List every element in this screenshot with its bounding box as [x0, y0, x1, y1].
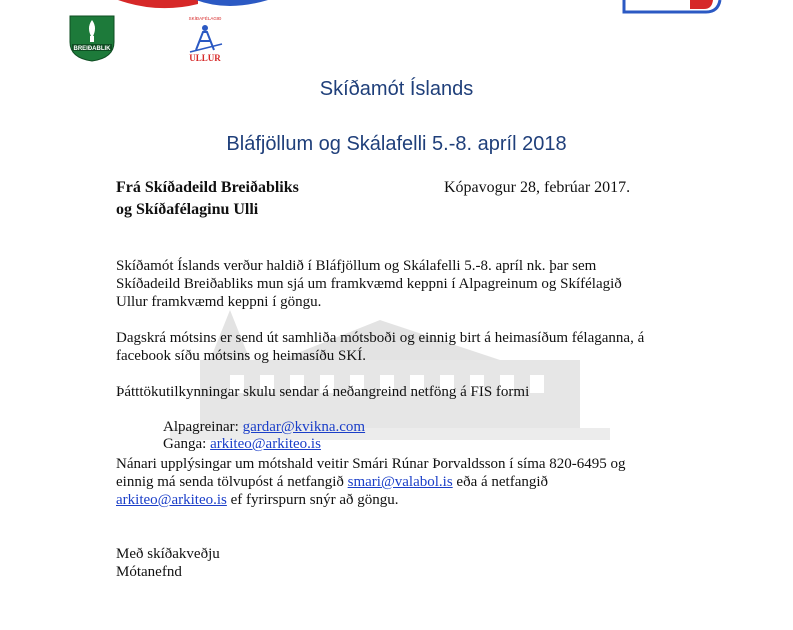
breidablik-logo-text: BREIÐABLIK: [73, 46, 111, 52]
alpine-email-link[interactable]: gardar@kvikna.com: [242, 419, 366, 435]
paragraph-line: Skíðamót Íslands verður haldið í Bláfjöllum og Skálafelli 5.-8. apríl nk. þar sem: [116, 258, 597, 274]
arkiteo-email-link[interactable]: arkiteo@arkiteo.is: [116, 492, 227, 508]
closing-block: [116, 545, 220, 581]
paragraph-line: [116, 473, 676, 491]
contact-ganga-label: Ganga:: [163, 436, 211, 452]
paragraph-announcement: [116, 257, 676, 311]
paragraph-line: [116, 491, 676, 509]
sender-block: [116, 177, 299, 221]
breidablik-logo: [66, 12, 118, 62]
smari-email-link[interactable]: smari@valabol.is: [347, 474, 453, 490]
document-title: Skíðamót Íslands: [319, 78, 474, 100]
sender-line-1: Frá Skíðadeild Breiðabliks: [116, 179, 299, 196]
paragraph-line: Nánari upplýsingar um mótshald veitir Smári Rúnar Þorvaldsson í síma 820-6495 og: [116, 456, 626, 472]
paragraph-line: Ullur framkvæmd keppni í göngu.: [116, 294, 322, 310]
contact-alpine: [163, 419, 365, 436]
document-subtitle: Bláfjöllum og Skálafelli 5.-8. apríl 2018: [226, 133, 567, 155]
paragraph-line: facebook síðu mótsins og heimasíðu SKÍ.: [116, 348, 366, 364]
sender-line-2: og Skíðafélaginu Ulli: [116, 201, 259, 218]
paragraph-line: Skíðadeild Breiðabliks mun sjá um framkvæmd keppni í Alpagreinum og Skífélagið: [116, 276, 622, 292]
contact-alpine-label: Alpagreinar:: [163, 419, 243, 435]
paragraph-text: einnig má senda tölvupóst á netfangið: [116, 474, 348, 490]
header-swoosh-graphic: [118, 0, 268, 14]
ullur-logo-text: ULLUR: [189, 53, 221, 63]
letter-date: Kópavogur 28, febrúar 2017.: [444, 179, 631, 196]
contact-list: [163, 419, 365, 453]
paragraph-line: Dagskrá mótsins er send út samhliða mótsboði og einnig birt á heimasíðum félaganna, á: [116, 330, 645, 346]
paragraph-text: eða á netfangið: [452, 474, 549, 490]
paragraph-text: ef fyrirspurn snýr að göngu.: [226, 492, 399, 508]
closing-signature: Mótanefnd: [116, 564, 182, 580]
contact-ganga: [163, 436, 365, 453]
ganga-email-link[interactable]: arkiteo@arkiteo.is: [210, 436, 321, 452]
ullur-logo-top-text: SKÍÐAFÉLAGIÐ: [188, 16, 222, 21]
ski-federation-logo: [620, 0, 730, 16]
closing-greeting: Með skíðakveðju: [116, 546, 220, 562]
paragraph-registration: Þátttökutilkynningar skulu sendar á neðangreind netföng á FIS formi: [116, 384, 530, 400]
paragraph-info: [116, 455, 676, 509]
paragraph-schedule: [116, 329, 676, 365]
ullur-logo: [176, 14, 234, 64]
